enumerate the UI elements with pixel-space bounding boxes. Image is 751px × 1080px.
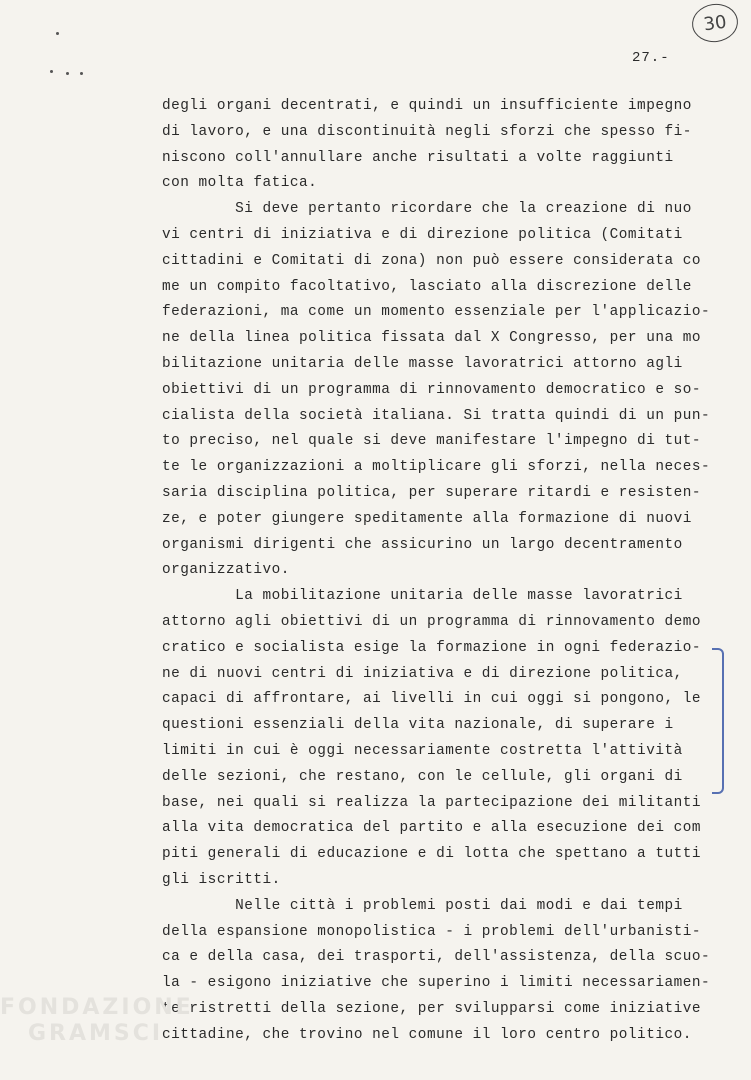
text-line: la - esigono iniziative che superino i limiti necessariamen- <box>162 975 711 992</box>
text-line: della espansione monopolistica - i problemi dell'urbanisti- <box>162 923 702 940</box>
text-line: di lavoro, e una discontinuità negli sforzi che spesso fi- <box>162 123 692 140</box>
text-line: saria disciplina politica, per superare ritardi e resisten- <box>162 484 702 501</box>
text-line: niscono coll'annullare anche risultati a volte raggiunti <box>162 149 674 166</box>
margin-dots <box>50 30 90 75</box>
text-line: base, nei quali si realizza la partecipazione dei militanti <box>162 794 702 811</box>
text-line: to preciso, nel quale si deve manifestare l'impegno di tut- <box>162 433 702 450</box>
text-line: gli iscritti. <box>162 871 281 888</box>
watermark <box>0 995 194 1047</box>
page-number: 27.- <box>632 50 670 66</box>
text-line: capaci di affrontare, ai livelli in cui oggi si pongono, le <box>162 691 702 708</box>
text-line: limiti in cui è oggi necessariamente costretta l'attività <box>162 742 683 759</box>
text-line: delle sezioni, che restano, con le cellule, gli organi di <box>162 768 683 785</box>
text-line: ne della linea politica fissata dal X Congresso, per una mo <box>162 330 702 347</box>
text-line: degli organi decentrati, e quindi un insufficiente impegno <box>162 98 692 114</box>
text-line: vi centri di iniziativa e di direzione politica (Comitati <box>162 226 683 243</box>
text-line: te le organizzazioni a moltiplicare gli sforzi, nella neces- <box>162 459 711 476</box>
text-line: organismi dirigenti che assicurino un largo decentramento <box>162 536 683 553</box>
text-line: ca e della casa, dei trasporti, dell'assistenza, della scuo- <box>162 949 711 966</box>
watermark-line: GRAMSCI <box>28 1021 164 1046</box>
text-line: Si deve pertanto ricordare che la creazione di nuo <box>162 201 692 218</box>
text-line: cittadine, che trovino nel comune il loro centro politico. <box>162 1026 692 1043</box>
archive-stamp: 30 <box>690 1 741 45</box>
text-line: questioni essenziali della vita nazionale, di superare i <box>162 717 674 734</box>
text-line: La mobilitazione unitaria delle masse lavoratrici <box>162 588 683 605</box>
text-line: Nelle città i problemi posti dai modi e dai tempi <box>162 897 683 914</box>
text-line: attorno agli obiettivi di un programma di rinnovamento demo <box>162 613 702 630</box>
text-line: te ristretti della sezione, per svilupparsi come iniziative <box>162 1000 702 1017</box>
margin-bracket-mark <box>712 648 724 794</box>
text-line: ze, e poter giungere speditamente alla formazione di nuovi <box>162 510 692 527</box>
text-line: alla vita democratica del partito e alla esecuzione dei com <box>162 820 702 837</box>
body-text <box>162 94 722 1048</box>
text-line: con molta fatica. <box>162 175 318 192</box>
text-line: cialista della società italiana. Si tratta quindi di un pun- <box>162 407 711 424</box>
text-line: me un compito facoltativo, lasciato alla discrezione delle <box>162 278 692 295</box>
text-line: ne di nuovi centri di iniziativa e di direzione politica, <box>162 665 683 682</box>
text-line: obiettivi di un programma di rinnovamento democratico e so- <box>162 381 702 398</box>
text-line: cratico e socialista esige la formazione in ogni federazio- <box>162 639 702 656</box>
text-line: federazioni, ma come un momento essenziale per l'applicazio- <box>162 304 711 321</box>
text-line: organizzativo. <box>162 562 290 579</box>
text-line: piti generali di educazione e di lotta che spettano a tutti <box>162 846 702 863</box>
text-line: cittadini e Comitati di zona) non può essere considerata co <box>162 252 702 269</box>
text-line: bilitazione unitaria delle masse lavoratrici attorno agli <box>162 355 683 372</box>
watermark-line: FONDAZIONE <box>0 995 194 1020</box>
